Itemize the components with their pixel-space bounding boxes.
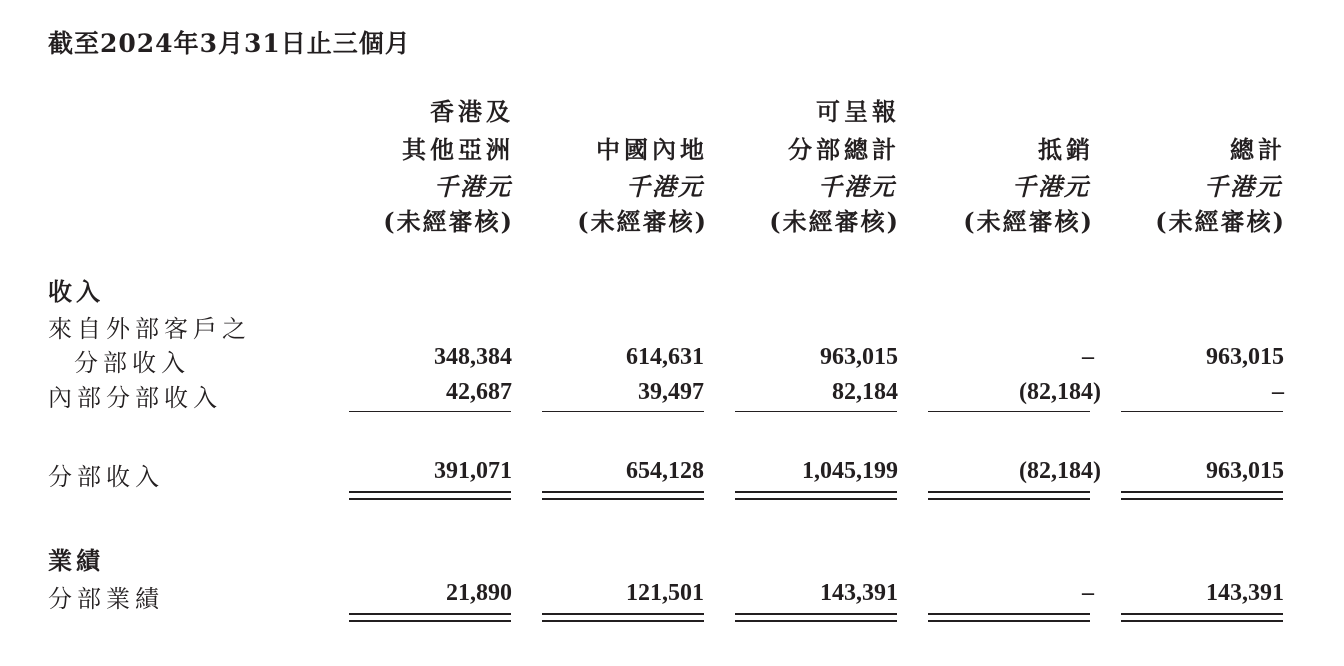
page-title: 截至2024年3月31日止三個月 [48,29,411,58]
col-note: (未經審核) [1155,207,1286,236]
cell-value: – [1272,379,1284,405]
total-double-rule [542,491,704,500]
row-label-external-line1: 來自外部客戶之 [48,315,251,343]
cell-value: 39,497 [638,379,704,405]
section-results-heading: 業績 [48,546,104,575]
cell-value: – [1082,580,1094,606]
col-unit: 千港元 [1204,172,1282,201]
cell-value: 21,890 [446,580,512,606]
col-header-line2: 抵銷 [1038,135,1094,164]
col-note: (未經審核) [963,207,1094,236]
col-header-line2: 總計 [1230,135,1286,164]
col-header-line2: 其他亞洲 [402,135,514,164]
cell-value: 1,045,199 [802,458,898,484]
subtotal-rule [1121,411,1283,412]
subtotal-rule [928,411,1090,412]
col-note: (未經審核) [383,207,514,236]
col-unit: 千港元 [1012,172,1090,201]
cell-value: 121,501 [626,580,704,606]
total-double-rule [1121,491,1283,500]
cell-value: 963,015 [1206,458,1284,484]
row-label-inter-segment: 內部分部收入 [48,384,222,412]
total-double-rule [735,613,897,622]
col-note: (未經審核) [769,207,900,236]
col-unit: 千港元 [434,172,512,201]
total-double-rule [928,613,1090,622]
cell-value: (82,184) [1019,379,1101,405]
subtotal-rule [349,411,511,412]
total-double-rule [928,491,1090,500]
col-unit: 千港元 [818,172,896,201]
cell-value: 614,631 [626,344,704,370]
cell-value: 82,184 [832,379,898,405]
row-label-external-line2: 分部收入 [74,349,190,377]
total-double-rule [349,491,511,500]
total-double-rule [542,613,704,622]
cell-value: 963,015 [820,344,898,370]
cell-value: 963,015 [1206,344,1284,370]
row-label-segment-revenue: 分部收入 [48,463,164,491]
cell-value: 348,384 [434,344,512,370]
subtotal-rule [735,411,897,412]
cell-value: 391,071 [434,458,512,484]
cell-value: – [1082,344,1094,370]
cell-value: 143,391 [1206,580,1284,606]
subtotal-rule [542,411,704,412]
cell-value: 42,687 [446,379,512,405]
col-unit: 千港元 [626,172,704,201]
cell-value: 654,128 [626,458,704,484]
col-header-line1: 可呈報 [816,97,900,126]
cell-value: (82,184) [1019,458,1101,484]
col-header-line2: 分部總計 [788,135,900,164]
row-label-segment-results: 分部業績 [48,585,164,613]
col-header-line2: 中國內地 [596,135,708,164]
col-note: (未經審核) [577,207,708,236]
section-revenue-heading: 收入 [48,277,104,306]
cell-value: 143,391 [820,580,898,606]
total-double-rule [349,613,511,622]
col-header-line1: 香港及 [430,97,514,126]
total-double-rule [1121,613,1283,622]
total-double-rule [735,491,897,500]
